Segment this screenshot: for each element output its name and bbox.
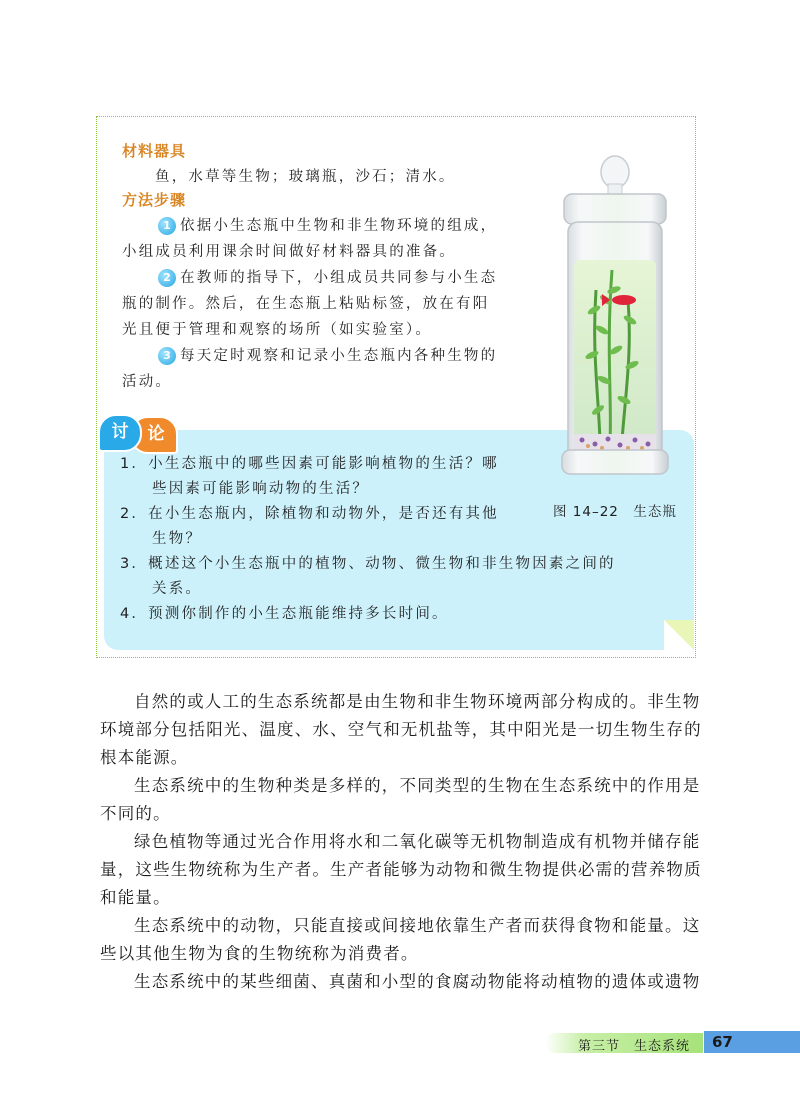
step-1-line-1: 1 依据小生态瓶中生物和非生物环境的组成，	[158, 214, 497, 235]
step-1-line-2: 小组成员利用课余时间做好材料器具的准备。	[122, 244, 456, 260]
step-2-line-1: 2 在教师的指导下，小组成员共同参与小生态	[158, 266, 497, 287]
question-3-line-1: 3．概述这个小生态瓶中的植物、动物、微生物和非生物因素之间的	[120, 556, 616, 572]
footer-section-title: 第三节 生态系统	[578, 1039, 691, 1054]
question-2-line-2: 生物？	[152, 531, 203, 547]
discussion-badge-lun: 论	[130, 416, 178, 454]
step-number-badge: 1	[158, 217, 176, 235]
ecosystem-jar-illustration	[540, 150, 690, 490]
paragraph-line: 和能量。	[100, 888, 171, 907]
step-2-line-2: 瓶的制作。然后，在生态瓶上粘贴标签，放在有阳	[122, 296, 490, 312]
paragraph-line: 量，这些生物统称为生产者。生产者能够为动物和微生物提供必需的营养物质	[100, 860, 702, 879]
paragraph-line: 自然的或人工的生态系统都是由生物和非生物环境两部分构成的。非生物	[134, 692, 701, 711]
paragraph-line: 生态系统中的某些细菌、真菌和小型的食腐动物能将动植物的遗体或遗物	[134, 972, 701, 991]
figure-caption: 图 14–22 生态瓶	[553, 504, 677, 520]
question-1-line-1: 1．小生态瓶中的哪些因素可能影响植物的生活？哪	[120, 456, 499, 472]
paragraph-line: 环境部分包括阳光、温度、水、空气和无机盐等，其中阳光是一切生物生存的	[100, 720, 702, 739]
question-1-line-2: 些因素可能影响动物的生活？	[152, 481, 370, 497]
paragraph-line: 根本能源。	[100, 748, 189, 767]
paragraph-line: 不同的。	[100, 804, 171, 823]
step-3-line-2: 活动。	[122, 374, 173, 390]
step-number-badge: 3	[158, 347, 176, 365]
paragraph-line: 绿色植物等通过光合作用将水和二氧化碳等无机物制造成有机物并储存能	[134, 832, 701, 851]
page-number: 67	[712, 1033, 733, 1051]
step-number-badge: 2	[158, 269, 176, 287]
paragraph-line: 生态系统中的动物，只能直接或间接地依靠生产者而获得食物和能量。这	[134, 916, 701, 935]
question-3-line-2: 关系。	[152, 581, 203, 597]
step-3-line-1: 3 每天定时观察和记录小生态瓶内各种生物的	[158, 344, 497, 365]
paragraph-line: 生态系统中的生物种类是多样的，不同类型的生物在生态系统中的作用是	[134, 776, 701, 795]
question-2-line-1: 2．在小生态瓶内，除植物和动物外，是否还有其他	[120, 506, 499, 522]
paragraph-line: 些以其他生物为食的生物统称为消费者。	[100, 944, 419, 963]
question-4-line-1: 4．预测你制作的小生态瓶能维持多长时间。	[120, 606, 449, 622]
page-fold-corner	[664, 620, 694, 650]
discussion-badge-tao: 讨	[98, 414, 142, 452]
step-2-line-3: 光且便于管理和观察的场所（如实验室）。	[122, 322, 433, 338]
materials-text: 鱼，水草等生物；玻璃瓶，沙石；清水。	[155, 169, 456, 185]
method-heading: 方法步骤	[122, 191, 187, 209]
materials-heading: 材料器具	[122, 142, 187, 160]
